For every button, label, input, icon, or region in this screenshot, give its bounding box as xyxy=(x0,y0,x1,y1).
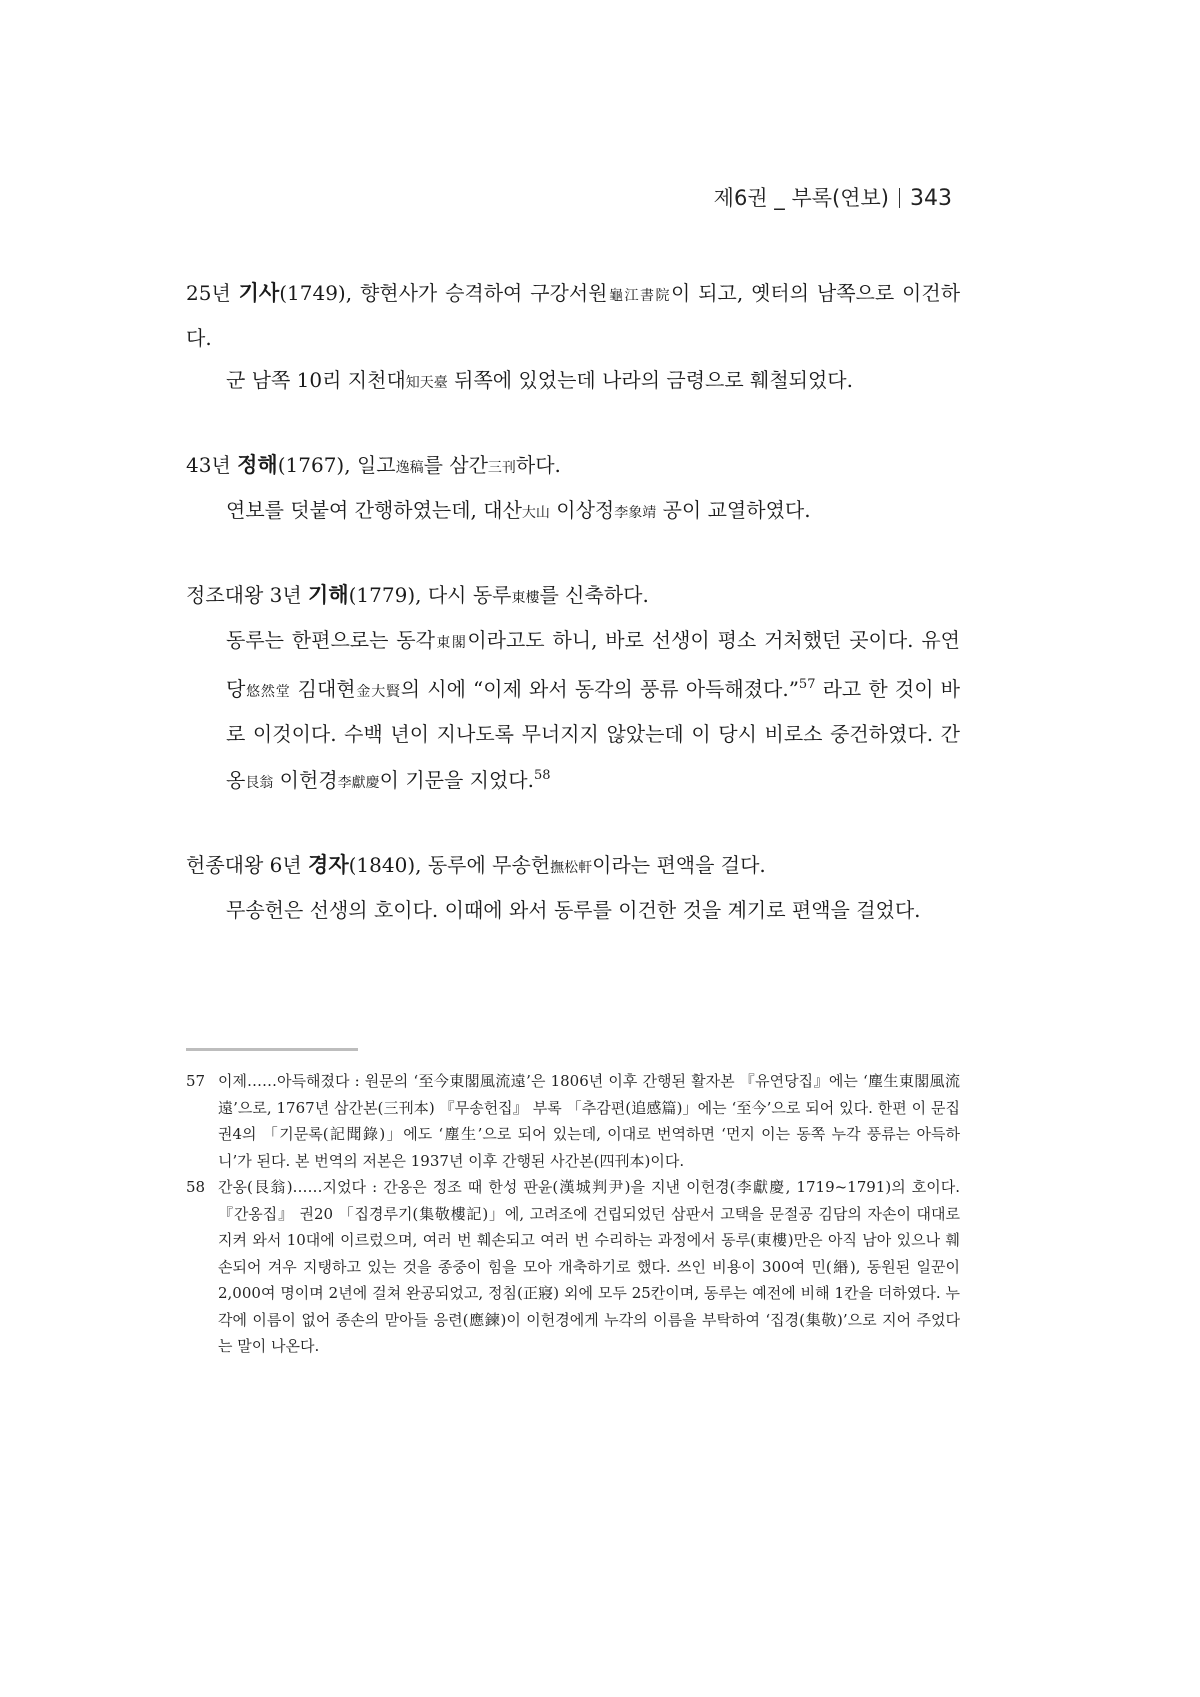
entry-description xyxy=(186,489,960,534)
text: (1779), 다시 동루 xyxy=(348,583,512,607)
text: 정조대왕 3년 xyxy=(186,583,309,607)
hanja: 三刊 xyxy=(487,460,516,476)
era-name: 정해 xyxy=(237,452,278,477)
era-name: 기해 xyxy=(308,582,349,607)
text: 라고 한 것이 바로 이것이다. 수백 년이 지나도록 무너지지 않았는데 이 당시 비로소 중건하였다. 간옹 xyxy=(226,677,960,792)
hanja: 悠然堂 xyxy=(245,684,291,700)
hanja: 大山 xyxy=(521,505,550,521)
era-name: 경자 xyxy=(308,852,349,877)
text: 하다. xyxy=(515,453,561,477)
hanja: 知天臺 xyxy=(405,375,448,391)
hanja: 李獻慶 xyxy=(337,775,380,791)
text: 이 기문을 지었다. xyxy=(379,768,534,792)
hanja: 艮翁 xyxy=(245,775,274,791)
footnote-57 xyxy=(186,1068,960,1174)
chronology-entry-1749 xyxy=(186,272,960,404)
entry-description xyxy=(186,359,960,404)
hanja: 逸稿 xyxy=(395,460,424,476)
text: 를 삼간 xyxy=(423,453,488,477)
text: 이상정 xyxy=(549,498,615,522)
page-number: 343 xyxy=(910,186,952,211)
text: 이 되고, 옛터의 남쪽으로 이건하다. xyxy=(186,281,961,350)
footnote-58 xyxy=(186,1174,960,1360)
text: 이헌경 xyxy=(273,768,338,792)
text: 공이 교열하였다. xyxy=(656,498,811,522)
running-head xyxy=(714,182,952,212)
entry-description xyxy=(186,889,960,931)
text: 김대현 xyxy=(290,677,356,701)
footnote-separator xyxy=(186,1048,358,1051)
entry-heading xyxy=(186,844,960,889)
chronology-entry-1840 xyxy=(186,844,960,931)
text: (1749), 향현사가 승격하여 구강서원 xyxy=(279,281,608,305)
hanja: 東樓 xyxy=(511,590,540,606)
text: 를 신축하다. xyxy=(539,583,649,607)
hanja: 撫松軒 xyxy=(550,860,593,876)
footnote-text: 이제……아득해졌다 : 원문의 ‘至今東閣風流遠’은 1806년 이후 간행된 활자본 『유연당집』에는 ‘塵生東閣風流遠’으로, 1767년 삼간본(三刊本) 『무송헌집』 부록 「추감편(追感篇)」에는 ‘至今’으로 되어 있다. 한편 이 문집 권4의 「기문록(記聞錄)」에도 ‘塵生’으로 되어 있는데, 이대로 번역하면 ‘먼지 이는 동쪽 누각 풍류는 아득하니’가 된다. 본 번역의 저본은 1937년 이후 간행된 사간본(四刊本)이다. xyxy=(218,1072,960,1170)
text: (1767), 일고 xyxy=(277,453,396,477)
entry-heading xyxy=(186,444,960,489)
text: 뒤쪽에 있었는데 나라의 금령으로 훼철되었다. xyxy=(447,368,853,392)
chronology-entry-1779 xyxy=(186,574,960,804)
text: (1840), 동루에 무송헌 xyxy=(348,853,551,877)
hanja: 李象靖 xyxy=(614,505,657,521)
entry-description xyxy=(186,619,960,804)
text: 무송헌은 선생의 호이다. 이때에 와서 동루를 이건한 것을 계기로 편액을 걸었다. xyxy=(226,898,921,922)
footnotes xyxy=(186,1068,960,1360)
text: 25년 xyxy=(186,281,239,305)
hanja: 龜江書院 xyxy=(607,288,672,304)
era-name: 기사 xyxy=(238,280,280,305)
entry-heading xyxy=(186,574,960,619)
entry-heading xyxy=(186,272,960,359)
text: 이라고도 하니, 바로 선생이 평소 거처했던 곳이다. 유연당 xyxy=(226,628,960,701)
text: 헌종대왕 6년 xyxy=(186,853,309,877)
footnote-number: 57 xyxy=(186,1072,206,1090)
hanja: 金大賢 xyxy=(355,684,401,700)
text: 43년 xyxy=(186,453,238,477)
text: 의 시에 “이제 와서 동각의 풍류 아득해졌다.” xyxy=(400,677,799,701)
text: 군 남쪽 10리 지천대 xyxy=(226,368,406,392)
text: 연보를 덧붙여 간행하였는데, 대산 xyxy=(226,498,522,522)
footnote-text: 간옹(艮翁)……지었다 : 간옹은 정조 때 한성 판윤(漢城判尹)을 지낸 이헌경(李獻慶, 1719~1791)의 호이다. 『간옹집』 권20 「집경루기(集敬樓記)」에, 고려조에 건립되었던 삼판서 고택을 문절공 김담의 자손이 대대로 지켜 와서 10대에 이르렀으며, 여러 번 훼손되고 여러 번 수리하는 과정에서 동루(東樓)만은 아직 남아 있으나 훼손되어 겨우 지탱하고 있는 것을 종중이 힘을 모아 개축하기로 했다. 쓰인 비용이 300여 민(緡), 동원된 일꾼이 2,000여 명이며 2년에 걸쳐 완공되었고, 정침(正寢) 외에 모두 25칸이며, 동루는 예전에 비해 1칸을 더하였다. 누각에 이름이 없어 종손의 맏아들 응련(應鍊)이 이헌경에게 누각의 이름을 부탁하여 ‘집경(集敬)’으로 지어 주었다는 말이 나온다. xyxy=(218,1178,960,1355)
chronology-body xyxy=(186,272,960,971)
hanja: 東閣 xyxy=(434,635,468,651)
text: 동루는 한편으로는 동각 xyxy=(226,628,435,652)
text: 이라는 편액을 걸다. xyxy=(592,853,766,877)
footnote-number: 58 xyxy=(186,1178,206,1196)
running-head-divider xyxy=(899,188,900,208)
running-head-volume: 제6권 _ 부록(연보) xyxy=(713,186,889,210)
chronology-entry-1767 xyxy=(186,444,960,534)
footnote-ref-58[interactable]: 58 xyxy=(533,768,551,783)
footnote-ref-57[interactable]: 57 xyxy=(798,677,816,692)
